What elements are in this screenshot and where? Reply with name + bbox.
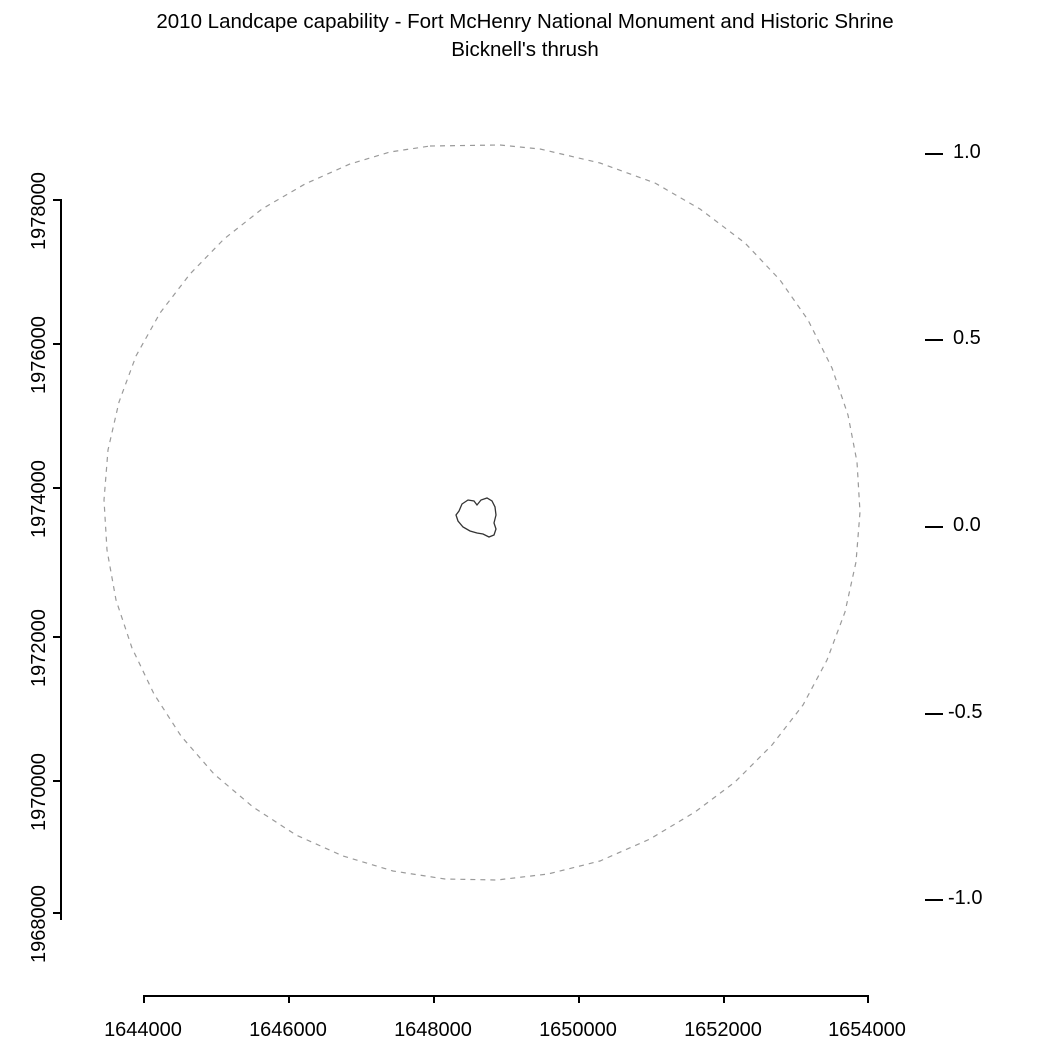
y-axis-right-tick: [925, 153, 943, 155]
y-axis-left-tick-label: 1976000: [28, 316, 50, 394]
y-axis-right-tick-label: 0.0: [953, 514, 981, 536]
y-axis-left-tick-label: 1978000: [28, 172, 50, 250]
y-axis-left-tick-label: 1970000: [28, 753, 50, 831]
chart-subtitle: Bicknell's thrush: [451, 38, 599, 61]
chart-title: 2010 Landcape capability - Fort McHenry National Monument and Historic Shrine: [156, 10, 894, 33]
park-boundary-polygon: [456, 498, 496, 537]
y-axis-left-tick-label: 1968000: [28, 885, 50, 963]
y-axis-right-tick-label: 0.5: [953, 327, 981, 349]
y-axis-left-tick: [53, 636, 61, 638]
buffer-boundary-polygon: [104, 145, 860, 880]
y-axis-left-tick: [53, 343, 61, 345]
x-axis-tick: [723, 995, 725, 1003]
x-axis-tick: [143, 995, 145, 1003]
y-axis-right-tick-label: -0.5: [948, 701, 983, 723]
x-axis-line: [143, 995, 868, 997]
y-axis-left-tick-label: 1974000: [28, 460, 50, 538]
y-axis-left-tick: [53, 780, 61, 782]
y-axis-right-tick: [925, 339, 943, 341]
y-axis-right-tick: [925, 713, 943, 715]
x-axis-tick-label: 1648000: [394, 1019, 472, 1041]
y-axis-left-tick: [53, 199, 61, 201]
y-axis-left-tick-label: 1972000: [28, 609, 50, 687]
x-axis-tick: [433, 995, 435, 1003]
x-axis-tick-label: 1652000: [684, 1019, 762, 1041]
y-axis-left-tick: [53, 487, 61, 489]
y-axis-left-tick: [53, 912, 61, 914]
x-axis-tick: [578, 995, 580, 1003]
y-axis-right-tick: [925, 526, 943, 528]
x-axis-tick: [288, 995, 290, 1003]
y-axis-left-line: [60, 199, 62, 920]
x-axis-tick-label: 1646000: [249, 1019, 327, 1041]
x-axis-tick: [867, 995, 869, 1003]
y-axis-right-tick-label: -1.0: [948, 887, 983, 909]
y-axis-right-tick-label: 1.0: [953, 141, 981, 163]
x-axis-tick-label: 1644000: [104, 1019, 182, 1041]
x-axis-tick-label: 1650000: [539, 1019, 617, 1041]
x-axis-tick-label: 1654000: [828, 1019, 906, 1041]
y-axis-right-tick: [925, 899, 943, 901]
